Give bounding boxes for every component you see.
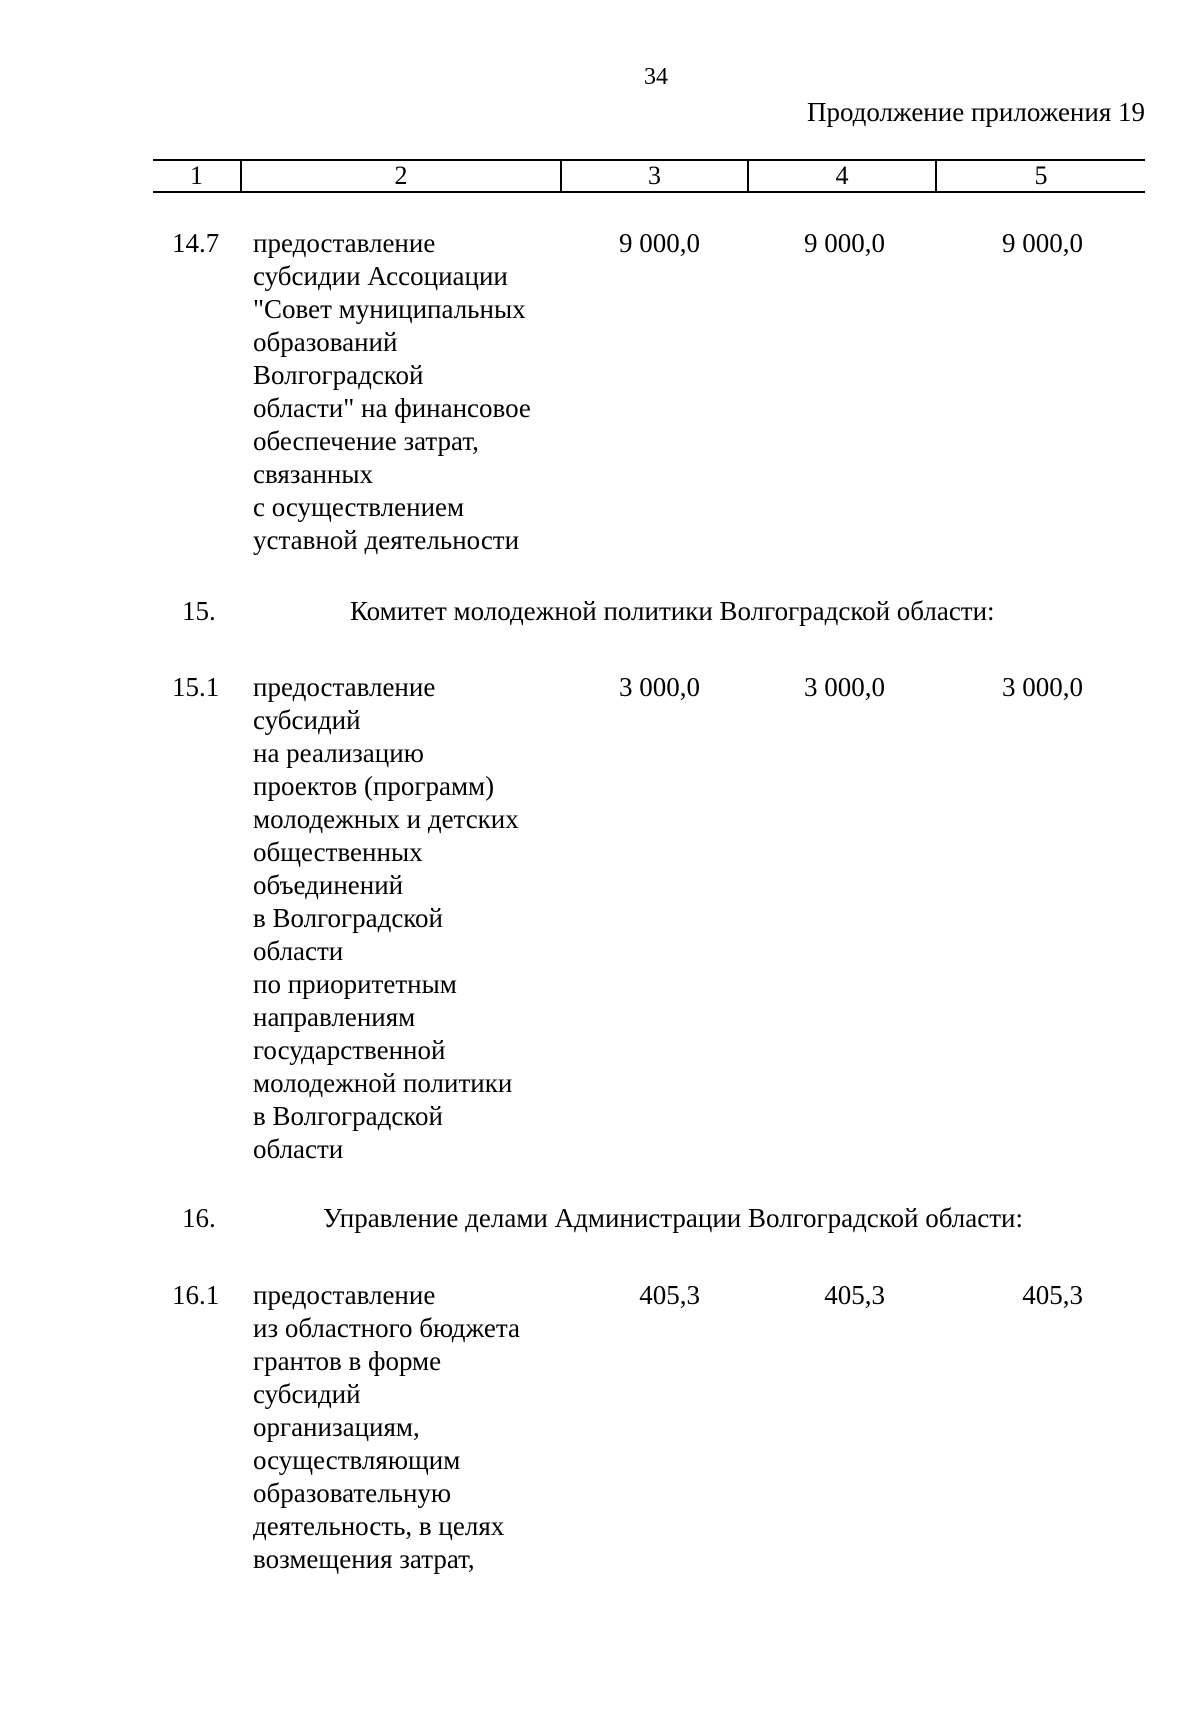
description-line: на реализацию [253,738,424,768]
description-line: проектов (программ) [253,771,495,801]
description-line: образовательную [253,1478,452,1508]
description-line: с осуществлением [253,492,465,522]
description-line: предоставление [253,228,436,258]
row-number: 15.1 [172,672,220,702]
description-line: государственной [253,1035,446,1065]
value-col-4: 405,3 [824,1280,885,1310]
section-number: 15. [182,596,216,626]
description-line: из областного бюджета [253,1313,520,1343]
description-line: области" на финансовое [253,393,531,423]
description-line: области [253,1134,344,1164]
table-header-row [153,159,1145,193]
value-col-4: 9 000,0 [804,228,885,258]
description-line: области [253,936,344,966]
description-line: "Совет муниципальных [253,294,526,324]
description-line: образований [253,327,398,357]
description-line: грантов в форме [253,1346,442,1376]
description-line: деятельность, в целях [253,1511,505,1541]
description-line: предоставление [253,1280,436,1310]
table-header-col-2: 2 [240,161,560,191]
description-line: связанных [253,459,373,489]
table-header-col-5: 5 [935,161,1145,191]
value-col-3: 3 000,0 [619,672,700,702]
row-description [253,671,573,1166]
row-number: 14.7 [172,228,220,258]
description-line: молодежных и детских [253,804,519,834]
page-number: 34 [644,64,668,90]
row-number: 16.1 [172,1280,220,1310]
description-line: общественных [253,837,423,867]
description-line: уставной деятельности [253,525,520,555]
row-description [253,227,573,557]
value-col-3: 405,3 [639,1280,700,1310]
value-col-5: 405,3 [1022,1280,1083,1310]
description-line: в Волгоградской [253,903,444,933]
section-number: 16. [182,1203,216,1233]
description-line: Волгоградской [253,360,424,390]
description-line: обеспечение затрат, [253,426,479,456]
value-col-5: 3 000,0 [1002,672,1083,702]
description-line: субсидий [253,1379,361,1409]
value-col-3: 9 000,0 [619,228,700,258]
description-line: субсидии Ассоциации [253,261,508,291]
description-line: организациям, [253,1412,420,1442]
table-header-col-4: 4 [747,161,935,191]
description-line: возмещения затрат, [253,1544,475,1574]
description-line: молодежной политики [253,1068,513,1098]
section-title: Управление делами Администрации Волгоградской области: [323,1203,1023,1233]
table-header-col-1: 1 [190,161,203,190]
value-col-4: 3 000,0 [804,672,885,702]
description-line: в Волгоградской [253,1101,444,1131]
table-header-col-3: 3 [560,161,747,191]
section-title: Комитет молодежной политики Волгоградской области: [350,596,995,626]
description-line: направлениям [253,1002,416,1032]
description-line: субсидий [253,705,361,735]
value-col-5: 9 000,0 [1002,228,1083,258]
description-line: осуществляющим [253,1445,461,1475]
description-line: по приоритетным [253,969,457,999]
description-line: объединений [253,870,404,900]
row-description [253,1279,573,1576]
description-line: предоставление [253,672,436,702]
appendix-continuation-label: Продолжение приложения 19 [806,97,1145,127]
